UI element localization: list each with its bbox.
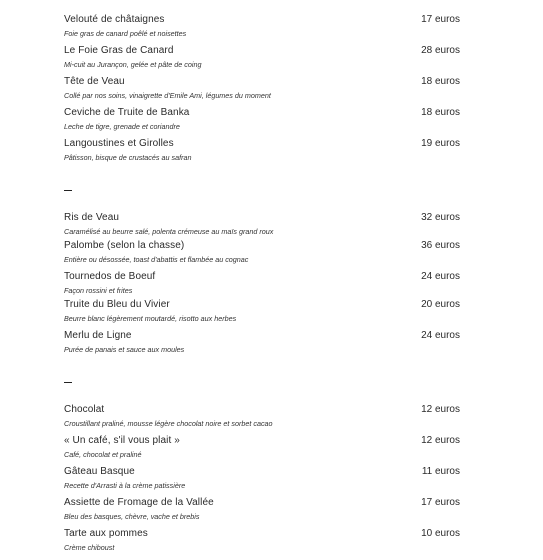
dish-name: Ceviche de Truite de Banka: [64, 107, 190, 118]
dish-name: Gâteau Basque: [64, 466, 135, 477]
dish-description: Croustillant praliné, mousse légère chocolat noire et sorbet cacao: [64, 419, 273, 428]
dish-price: 17 euros: [421, 14, 460, 25]
dish-description: Leche de tigre, grenade et coriandre: [64, 122, 180, 131]
dish-name: Palombe (selon la chasse): [64, 240, 185, 251]
dish-description: Façon rossini et frites: [64, 286, 133, 295]
dish-price: 32 euros: [421, 212, 460, 223]
dish-name: Assiette de Fromage de la Vallée: [64, 497, 214, 508]
dish-price: 20 euros: [421, 299, 460, 310]
menu-item: [64, 45, 460, 76]
dish-name: Tête de Veau: [64, 76, 125, 87]
dish-price: 28 euros: [421, 45, 460, 56]
dish-price: 24 euros: [421, 330, 460, 341]
menu-item: [64, 240, 460, 271]
dish-description: Beurre blanc légèrement moutardé, risotto aux herbes: [64, 314, 237, 323]
dish-price: 11 euros: [421, 466, 460, 477]
menu-item: [64, 435, 460, 466]
dish-price: 10 euros: [421, 528, 460, 539]
dish-description: Bleu des basques, chèvre, vache et brebis: [64, 512, 200, 521]
dish-price: 12 euros: [421, 435, 460, 446]
dish-name: Truite du Bleu du Vivier: [64, 299, 170, 310]
menu-item: [64, 107, 460, 138]
dish-description: Collé par nos soins, vinaigrette d'Emile Ami, légumes du moment: [64, 91, 271, 100]
dish-name: Langoustines et Girolles: [64, 138, 174, 149]
dish-description: Mi-cuit au Jurançon, gelée et pâte de coing: [64, 60, 202, 69]
dish-name: Merlu de Ligne: [64, 330, 132, 341]
menu-section-mains: [64, 212, 460, 361]
divider-dash: [64, 382, 72, 383]
menu-item: [64, 466, 460, 497]
dish-price: 18 euros: [421, 107, 460, 118]
dish-description: Caramélisé au beurre salé, polenta crémeuse au maïs grand roux: [64, 227, 274, 236]
divider-dash: [64, 190, 72, 191]
dish-name: Chocolat: [64, 404, 105, 415]
dish-name: Velouté de châtaignes: [64, 14, 165, 25]
menu-item: [64, 212, 460, 240]
dish-price: 12 euros: [421, 404, 460, 415]
dish-description: Entière ou désossée, toast d'abattis et flambée au cognac: [64, 255, 249, 264]
menu-item: [64, 76, 460, 107]
section-divider: [64, 361, 460, 404]
dish-name: Tournedos de Boeuf: [64, 271, 156, 282]
dish-price: 18 euros: [421, 76, 460, 87]
section-divider: [64, 169, 460, 212]
dish-description: Pâtisson, bisque de crustacés au safran: [64, 153, 192, 162]
dish-description: Purée de panais et sauce aux moules: [64, 345, 185, 354]
dish-name: Le Foie Gras de Canard: [64, 45, 174, 56]
menu: [64, 14, 460, 556]
dish-description: Crème chiboust: [64, 543, 115, 552]
dish-description: Recette d'Arrasti à la crème patissière: [64, 481, 186, 490]
menu-item: [64, 14, 460, 45]
dish-price: 24 euros: [421, 271, 460, 282]
menu-item: [64, 404, 460, 435]
dish-description: Café, chocolat et praliné: [64, 450, 142, 459]
dish-name: Ris de Veau: [64, 212, 120, 223]
dish-name: Tarte aux pommes: [64, 528, 148, 539]
menu-item: [64, 138, 460, 169]
dish-price: 17 euros: [421, 497, 460, 508]
menu-section-starters: [64, 14, 460, 169]
dish-name: « Un café, s'il vous plait »: [64, 435, 180, 446]
menu-item: [64, 330, 460, 361]
dish-description: Foie gras de canard poêlé et noisettes: [64, 29, 187, 38]
dish-price: 19 euros: [421, 138, 460, 149]
menu-item: [64, 497, 460, 528]
menu-item: [64, 528, 460, 556]
menu-item: [64, 299, 460, 330]
dish-price: 36 euros: [421, 240, 460, 251]
menu-item: [64, 271, 460, 299]
menu-section-desserts: [64, 404, 460, 556]
